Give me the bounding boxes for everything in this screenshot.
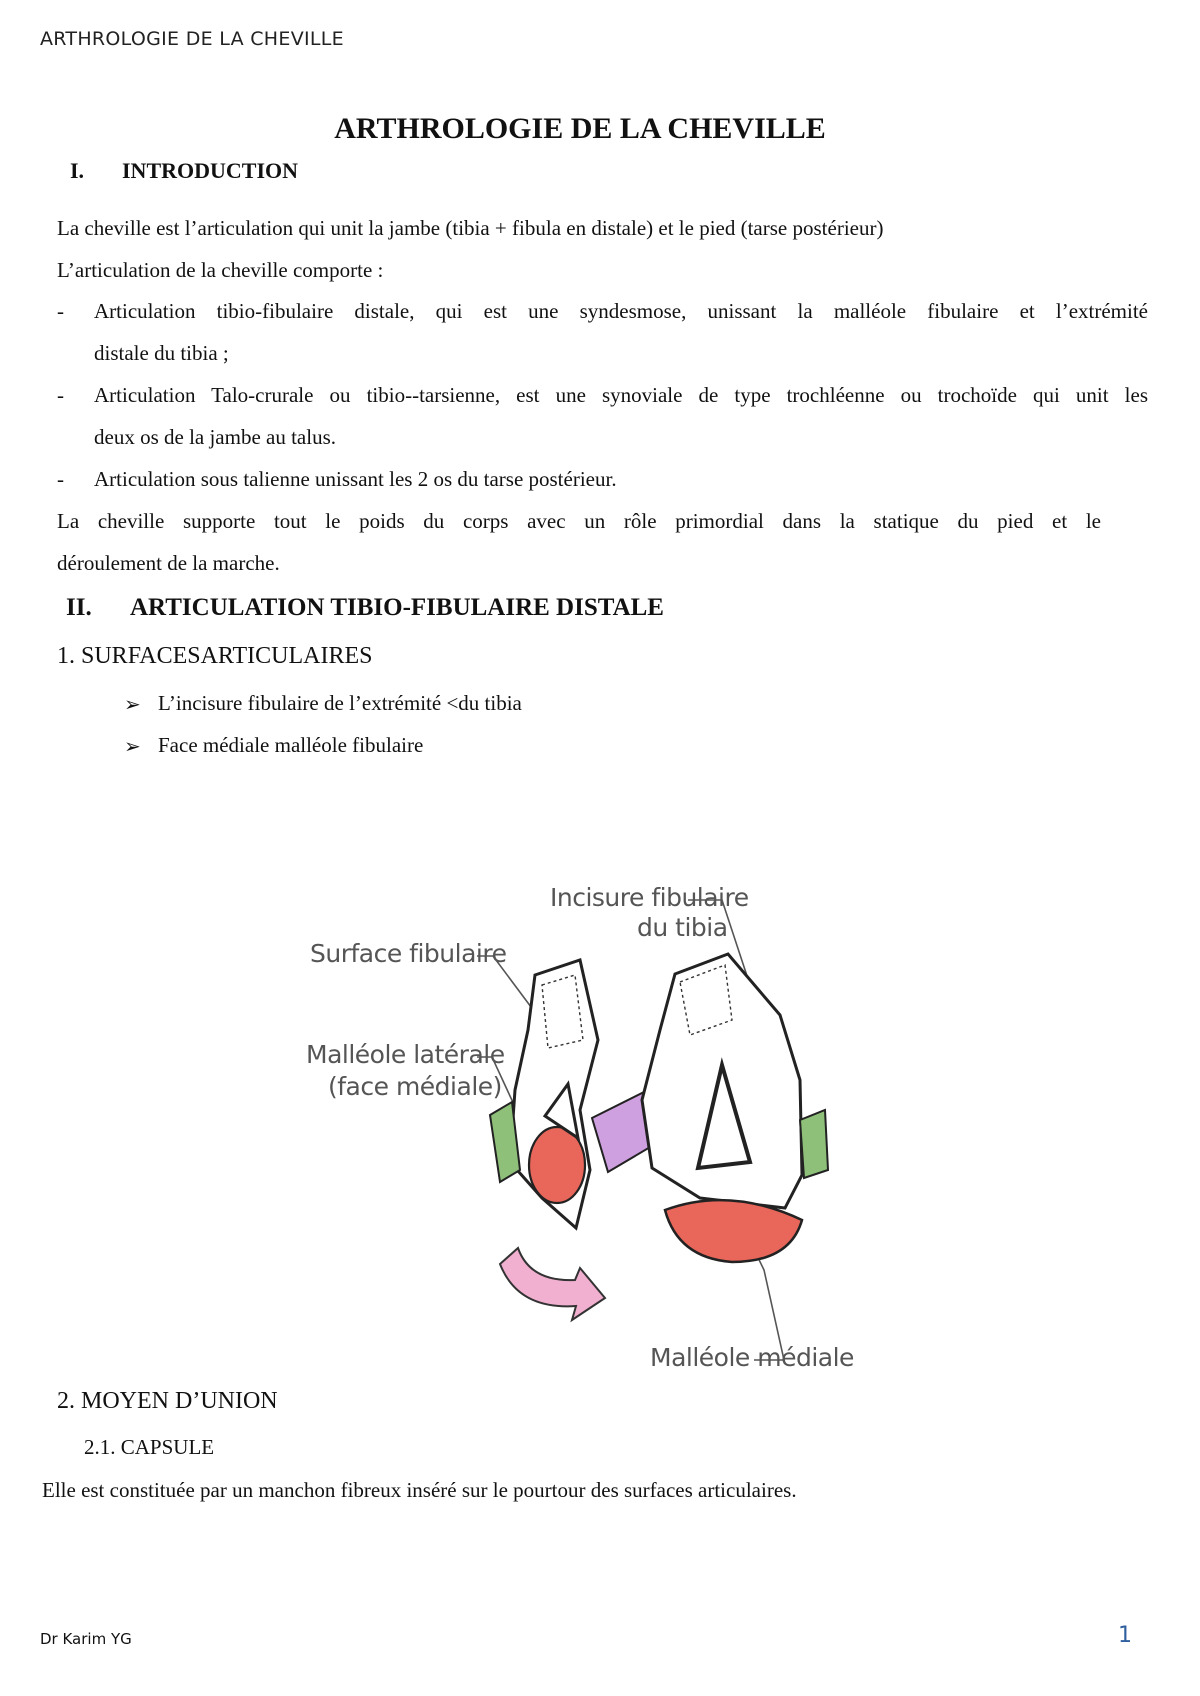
surface-item-2: Face médiale malléole fibulaire: [158, 733, 424, 757]
bullet-dash: -: [57, 383, 64, 407]
intro-paragraph-1: La cheville est l’articulation qui unit la jambe (tibia + fibula en distale) et le pied (tarse postérieur): [57, 216, 884, 240]
section-2-number: II.: [66, 594, 92, 621]
page-number: 1: [1118, 1623, 1132, 1648]
label-surface-fibulaire: Surface fibulaire: [310, 939, 507, 968]
section-2-heading: [66, 594, 664, 622]
fibula-bone: [490, 960, 598, 1228]
subsection-moyen-d-union: 2. MOYEN D’UNION: [57, 1388, 278, 1414]
capsule-paragraph: Elle est constituée par un manchon fibreux inséré sur le pourtour des surfaces articulaires.: [42, 1478, 797, 1502]
label-malleole-mediale: Malléole médiale: [650, 1343, 854, 1372]
document-title: ARTHROLOGIE DE LA CHEVILLE: [334, 112, 826, 145]
running-header: ARTHROLOGIE DE LA CHEVILLE: [40, 28, 344, 50]
section-1-title: INTRODUCTION: [122, 158, 299, 183]
bullet-3-line-1: Articulation sous talienne unissant les 2 os du tarse postérieur.: [94, 467, 617, 491]
bullet-1-line-2: distale du tibia ;: [94, 341, 229, 365]
intro-paragraph-3-line-1: La cheville supporte tout le poids du corps avec un rôle primordial dans la statique du pied et le: [57, 509, 1101, 533]
arrow-bullet-icon: ➢: [124, 736, 141, 758]
intro-paragraph-3-line-2: déroulement de la marche.: [57, 551, 280, 575]
section-1-number: I.: [70, 158, 85, 183]
bullet-2-line-2: deux os de la jambe au talus.: [94, 425, 337, 449]
label-incisure-fibulaire: Incisure fibulaire: [550, 883, 749, 912]
ankle-syndesmosis-figure: [280, 870, 880, 1390]
subsection-surfaces-articulaires: 1. SURFACESARTICULAIRES: [57, 643, 373, 669]
bullet-dash: -: [57, 467, 64, 491]
arrow-bullet-icon: ➢: [124, 694, 141, 716]
bullet-1-line-1: Articulation tibio-fibulaire distale, qui est une syndesmose, unissant la malléole fibulaire et l’extrémité: [94, 299, 1148, 323]
intro-paragraph-2: L’articulation de la cheville comporte :: [57, 258, 384, 282]
section-1-heading: [70, 158, 298, 184]
footer-author: Dr Karim YG: [40, 1630, 132, 1648]
label-face-mediale: (face médiale): [328, 1072, 502, 1101]
section-2-title: ARTICULATION TIBIO-FIBULAIRE DISTALE: [130, 594, 664, 621]
bullet-dash: -: [57, 299, 64, 323]
label-du-tibia: du tibia: [637, 913, 728, 942]
surface-item-1: L’incisure fibulaire de l’extrémité <du tibia: [158, 691, 522, 715]
bullet-2-line-1: Articulation Talo-crurale ou tibio--tarsienne, est une synoviale de type trochléenne ou trochoïde qui unit les: [94, 383, 1148, 407]
subsection-capsule: 2.1. CAPSULE: [84, 1435, 215, 1459]
label-malleole-laterale: Malléole latérale: [306, 1040, 505, 1069]
tibia-bone: [642, 954, 828, 1262]
rotation-arrow-icon: [500, 1248, 605, 1320]
